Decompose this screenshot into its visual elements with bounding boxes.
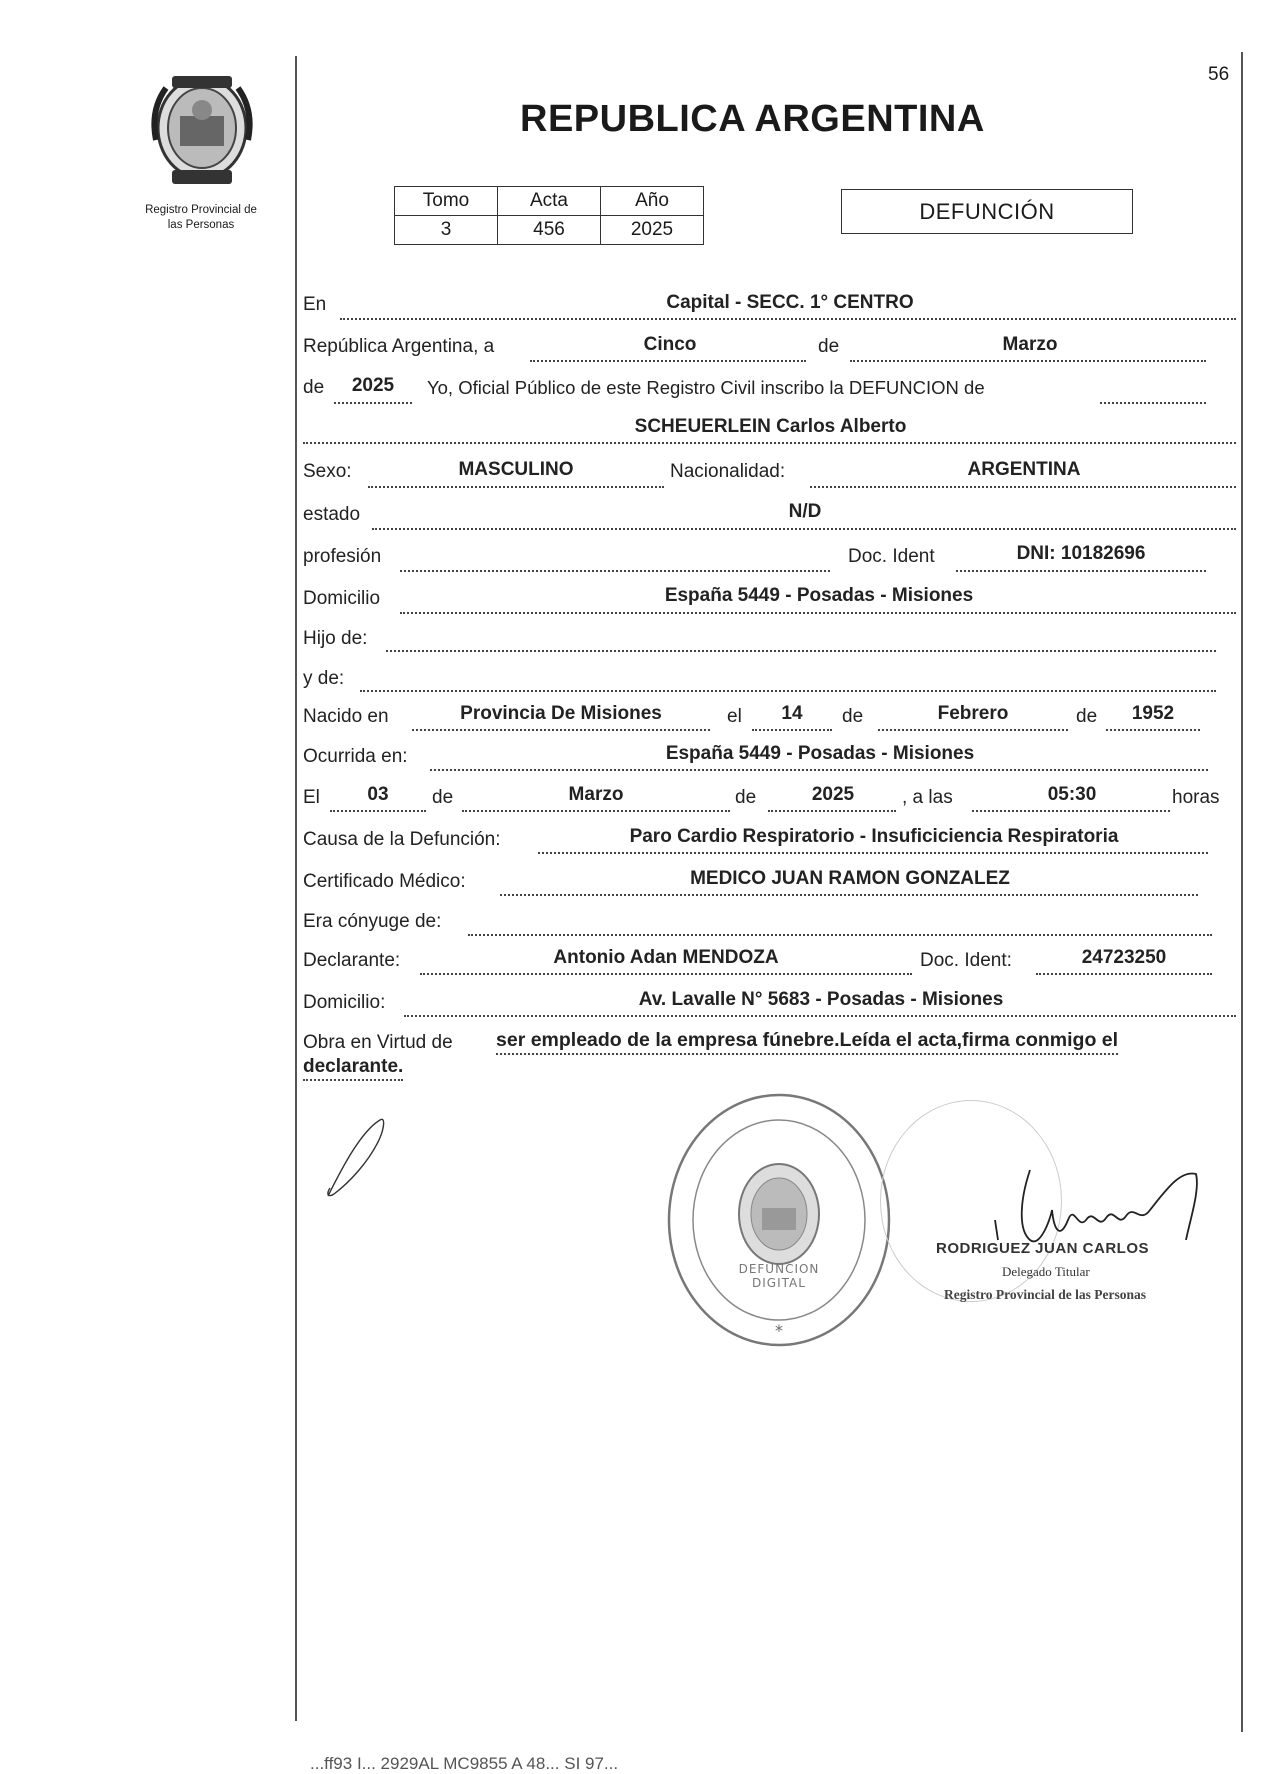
label-estado: estado [303,504,361,525]
dotted-line [538,852,1208,854]
certificate-value: MEDICO JUAN RAMON GONZALEZ [690,868,1010,889]
death-place-value: España 5449 - Posadas - Misiones [665,743,975,764]
label-y-de: y de: [303,668,345,689]
dotted-line [462,810,730,812]
dotted-line [334,402,412,404]
label-profesion: profesión [303,546,382,567]
label-causa: Causa de la Defunción: [303,829,501,850]
signature-role: Delegado Titular [1002,1264,1090,1279]
footer-code: ...ff93 I... 2929AL MC9855 A 48... SI 97... [310,1754,619,1773]
month-value: Marzo [1002,334,1058,355]
org-name-line2: las Personas [167,219,235,231]
dotted-line [1100,402,1206,404]
label-republica: República Argentina, a [303,336,495,357]
death-month-value: Marzo [568,784,624,805]
label-nacido-en: Nacido en [303,706,389,727]
dotted-line [360,690,1216,692]
label-de: de [735,787,757,808]
day-value: Cinco [643,334,697,355]
declarant-doc-value: 24723250 [1081,947,1167,968]
dotted-line [372,528,1236,530]
dotted-line [420,973,912,975]
dotted-line [386,650,1216,652]
left-margin-line [295,56,297,1721]
dotted-line [340,318,1236,320]
birth-day-value: 14 [781,703,803,724]
dotted-line [430,769,1208,771]
label-horas: horas [1172,787,1220,808]
label-de: de [432,787,454,808]
label-sexo: Sexo: [303,461,352,482]
signature-name: RODRIGUEZ JUAN CARLOS [936,1240,1150,1257]
label-conyuge: Era cónyuge de: [303,911,442,932]
dotted-line [530,360,806,362]
birth-year-value: 1952 [1131,703,1175,724]
label-decl-domicilio: Domicilio: [303,992,386,1013]
label-hijo-de: Hijo de: [303,628,368,649]
dotted-line [956,570,1206,572]
document-value: DNI: 10182696 [1016,543,1146,564]
label-obra-en-virtud: Obra en Virtud de [303,1032,453,1053]
sex-value: MASCULINO [458,459,574,480]
dotted-line [972,810,1170,812]
dotted-line [810,486,1236,488]
header-anio: Año [601,187,704,216]
dotted-line [878,729,1068,731]
label-certificado: Certificado Médico: [303,871,466,892]
signature-org: Registro Provincial de las Personas [944,1287,1146,1302]
registry-table [394,186,704,245]
civil-status-value: N/D [788,501,822,522]
birth-month-value: Febrero [937,703,1009,724]
nationality-value: ARGENTINA [967,459,1081,480]
dotted-line [404,1015,1236,1017]
reason-line-1: ser empleado de la empresa fúnebre.Leída el acta,firma conmigo el [496,1029,1118,1055]
death-day-value: 03 [367,784,389,805]
value-anio: 2025 [601,216,704,245]
label-el: El [303,787,320,808]
handwritten-initial [320,1112,390,1202]
label-el: el [727,706,742,727]
dotted-line [412,729,710,731]
declarant-value: Antonio Adan MENDOZA [553,947,779,968]
header-tomo: Tomo [395,187,498,216]
declarant-address-value: Av. Lavalle N° 5683 - Posadas - Misiones [638,989,1004,1010]
dotted-line [1106,729,1200,731]
label-doc-ident: Doc. Ident [848,546,935,567]
label-declarante: Declarante: [303,950,401,971]
dotted-line [368,486,664,488]
dotted-line [330,810,426,812]
dotted-line [400,612,1236,614]
org-name-line1: Registro Provincial de [145,204,257,216]
stamp-inner-text: DEFUNCION DIGITAL [738,1262,820,1290]
right-margin-line [1241,52,1243,1732]
page-number: 56 [1208,64,1230,85]
cause-value: Paro Cardio Respiratorio - Insuficiciencia Respiratoria [629,826,1119,847]
label-de: de [303,377,325,398]
birthplace-value: Provincia De Misiones [460,703,662,724]
label-de: de [842,706,864,727]
dotted-line [400,570,830,572]
address-value: España 5449 - Posadas - Misiones [664,585,974,606]
label-decl-doc: Doc. Ident: [920,950,1012,971]
dotted-line [768,810,896,812]
label-nacionalidad: Nacionalidad: [670,461,786,482]
dotted-line [468,934,1212,936]
label-de: de [818,336,840,357]
dotted-line [1036,973,1212,975]
place-value: Capital - SECC. 1° CENTRO [666,292,914,313]
label-a-las: , a las [902,787,953,808]
label-ocurrida-en: Ocurrida en: [303,746,408,767]
dotted-line [752,729,832,731]
year-value: 2025 [351,375,395,396]
label-domicilio: Domicilio [303,588,381,609]
label-en: En [303,294,327,315]
dotted-line [500,894,1198,896]
province-seal-logo [146,70,258,190]
document-type-box: DEFUNCIÓN [841,189,1133,234]
page-title: REPUBLICA ARGENTINA [520,98,985,140]
svg-text:*: * [775,1321,783,1340]
death-year-value: 2025 [811,784,855,805]
deceased-name: SCHEUERLEIN Carlos Alberto [634,416,907,437]
dotted-line [303,442,1236,444]
header-acta: Acta [498,187,601,216]
value-acta: 456 [498,216,601,245]
dotted-line [850,360,1206,362]
death-time-value: 05:30 [1047,784,1097,805]
reason-line-2: declarante. [303,1056,403,1081]
value-tomo: 3 [395,216,498,245]
inscription-text: Yo, Oficial Público de este Registro Civil inscribo la DEFUNCION de [427,377,985,398]
label-de: de [1076,706,1098,727]
